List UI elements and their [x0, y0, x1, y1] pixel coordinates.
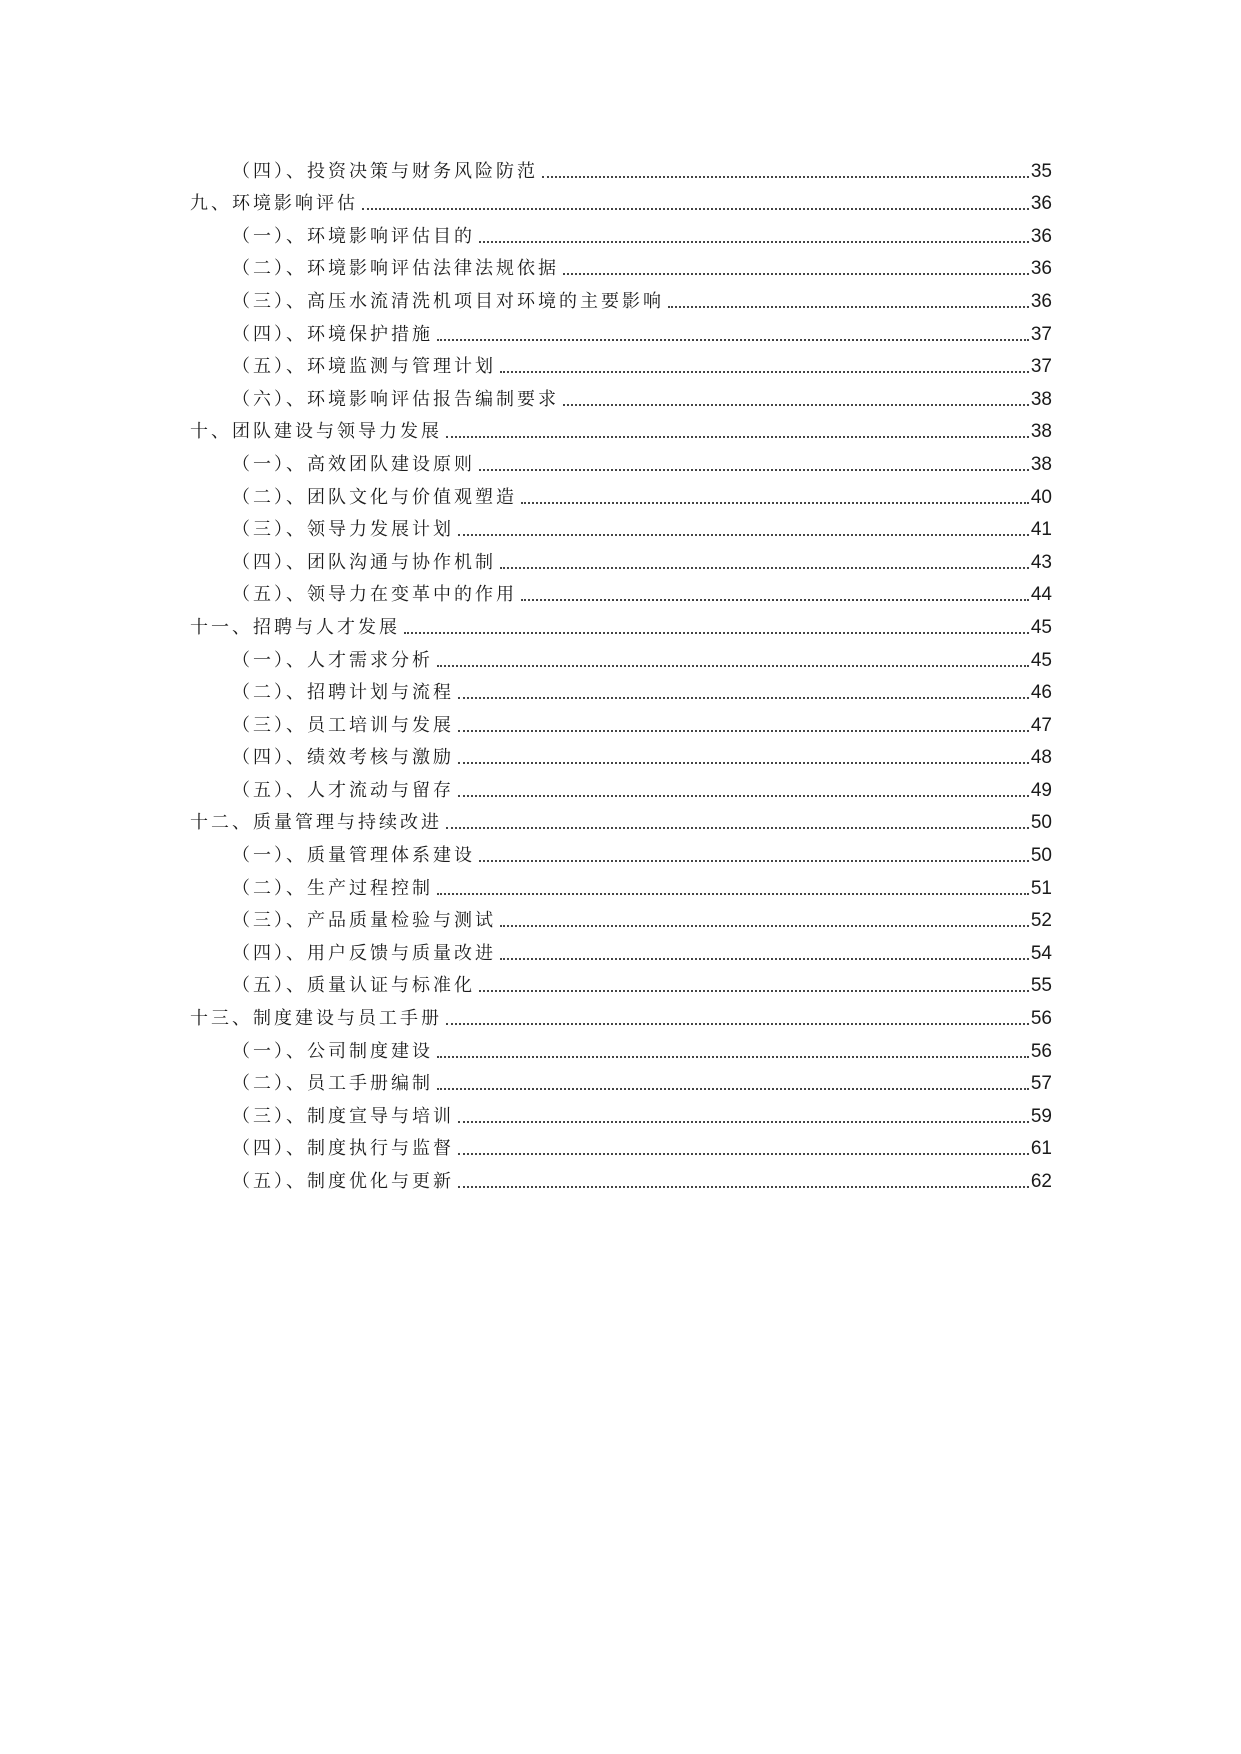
toc-entry-label: （一）、质量管理体系建设 — [232, 845, 475, 867]
toc-entry[interactable] — [0, 378, 1241, 411]
toc-dot-leader — [404, 632, 1029, 634]
toc-entry-label: （二）、员工手册编制 — [232, 1073, 433, 1095]
toc-chapter-entry[interactable] — [0, 183, 1241, 216]
toc-dot-leader — [437, 893, 1029, 895]
toc-chapter-entry[interactable] — [0, 606, 1241, 639]
toc-entry[interactable] — [0, 541, 1241, 574]
toc-entry-label: （五）、领导力在变革中的作用 — [232, 584, 517, 606]
toc-entry-label: 九、环境影响评估 — [190, 193, 358, 215]
toc-page-number: 45 — [1030, 616, 1052, 638]
toc-dot-leader — [563, 404, 1029, 406]
toc-entry-label: （三）、员工培训与发展 — [232, 714, 454, 736]
toc-page-number: 56 — [1030, 1040, 1052, 1062]
toc-dot-leader — [458, 730, 1029, 732]
toc-entry[interactable] — [0, 932, 1241, 965]
toc-dot-leader — [563, 273, 1029, 275]
toc-entry-label: （二）、环境影响评估法律法规依据 — [232, 258, 559, 280]
toc-entry-label: （一）、高效团队建设原则 — [232, 453, 475, 475]
toc-entry-label: 十三、制度建设与员工手册 — [190, 1008, 442, 1030]
toc-entry[interactable] — [0, 509, 1241, 542]
toc-entry[interactable] — [0, 150, 1241, 183]
toc-page-number: 38 — [1030, 388, 1052, 410]
toc-dot-leader — [479, 990, 1029, 992]
toc-page-number: 50 — [1030, 845, 1052, 867]
toc-page-number: 44 — [1030, 584, 1052, 606]
toc-page-number: 57 — [1030, 1073, 1052, 1095]
toc-dot-leader — [479, 860, 1029, 862]
toc-entry[interactable] — [0, 313, 1241, 346]
toc-dot-leader — [437, 1088, 1029, 1090]
toc-entry-label: （五）、环境监测与管理计划 — [232, 356, 496, 378]
toc-page-number: 51 — [1030, 877, 1052, 899]
toc-page-number: 50 — [1030, 812, 1052, 834]
toc-page-number: 35 — [1030, 160, 1052, 182]
toc-dot-leader — [479, 241, 1029, 243]
toc-entry[interactable] — [0, 704, 1241, 737]
toc-page-number: 45 — [1030, 649, 1052, 671]
toc-page-number: 36 — [1030, 225, 1052, 247]
toc-dot-leader — [458, 1153, 1029, 1155]
toc-entry-label: （二）、招聘计划与流程 — [232, 682, 454, 704]
toc-entry[interactable] — [0, 215, 1241, 248]
toc-entry[interactable] — [0, 1160, 1241, 1193]
toc-entry[interactable] — [0, 639, 1241, 672]
toc-page-number: 36 — [1030, 258, 1052, 280]
toc-entry-label: 十二、质量管理与持续改进 — [190, 812, 442, 834]
toc-page-number: 52 — [1030, 910, 1052, 932]
toc-entry[interactable] — [0, 769, 1241, 802]
table-of-contents — [0, 150, 1241, 1193]
toc-page-number: 43 — [1030, 551, 1052, 573]
toc-entry-label: （五）、质量认证与标准化 — [232, 975, 475, 997]
toc-entry-label: 十、团队建设与领导力发展 — [190, 421, 442, 443]
toc-dot-leader — [458, 1121, 1029, 1123]
toc-dot-leader — [446, 1023, 1029, 1025]
toc-dot-leader — [458, 697, 1029, 699]
toc-entry-label: （四）、环境保护措施 — [232, 323, 433, 345]
toc-dot-leader — [437, 1056, 1029, 1058]
toc-dot-leader — [668, 306, 1029, 308]
toc-page-number: 55 — [1030, 975, 1052, 997]
toc-dot-leader — [500, 958, 1029, 960]
toc-dot-leader — [437, 339, 1029, 341]
toc-entry[interactable] — [0, 280, 1241, 313]
toc-page-number: 49 — [1030, 779, 1052, 801]
toc-page-number: 38 — [1030, 421, 1052, 443]
toc-page-number: 46 — [1030, 682, 1052, 704]
toc-entry-label: （一）、环境影响评估目的 — [232, 225, 475, 247]
toc-entry-label: （四）、投资决策与财务风险防范 — [232, 160, 538, 182]
toc-page-number: 37 — [1030, 323, 1052, 345]
toc-chapter-entry[interactable] — [0, 802, 1241, 835]
toc-entry[interactable] — [0, 900, 1241, 933]
toc-dot-leader — [542, 176, 1029, 178]
toc-page-number: 61 — [1030, 1138, 1052, 1160]
toc-entry-label: （二）、团队文化与价值观塑造 — [232, 486, 517, 508]
toc-entry[interactable] — [0, 443, 1241, 476]
toc-entry[interactable] — [0, 1095, 1241, 1128]
toc-entry-label: （一）、公司制度建设 — [232, 1040, 433, 1062]
toc-entry[interactable] — [0, 1063, 1241, 1096]
toc-dot-leader — [521, 502, 1029, 504]
toc-dot-leader — [500, 925, 1029, 927]
toc-entry[interactable] — [0, 248, 1241, 281]
toc-dot-leader — [437, 665, 1029, 667]
toc-dot-leader — [458, 1186, 1029, 1188]
toc-chapter-entry[interactable] — [0, 411, 1241, 444]
toc-entry-label: （四）、绩效考核与激励 — [232, 747, 454, 769]
toc-entry-label: （三）、领导力发展计划 — [232, 519, 454, 541]
toc-dot-leader — [446, 827, 1029, 829]
toc-dot-leader — [521, 599, 1029, 601]
toc-entry[interactable] — [0, 1030, 1241, 1063]
toc-page-number: 41 — [1030, 519, 1052, 541]
toc-chapter-entry[interactable] — [0, 997, 1241, 1030]
toc-entry[interactable] — [0, 476, 1241, 509]
toc-entry-label: （五）、人才流动与留存 — [232, 779, 454, 801]
toc-entry[interactable] — [0, 834, 1241, 867]
toc-entry[interactable] — [0, 574, 1241, 607]
toc-page-number: 40 — [1030, 486, 1052, 508]
toc-dot-leader — [446, 436, 1029, 438]
toc-entry[interactable] — [0, 737, 1241, 770]
toc-entry-label: （三）、产品质量检验与测试 — [232, 910, 496, 932]
toc-page-number: 47 — [1030, 714, 1052, 736]
toc-dot-leader — [458, 795, 1029, 797]
toc-entry-label: （二）、生产过程控制 — [232, 877, 433, 899]
toc-page-number: 59 — [1030, 1105, 1052, 1127]
toc-dot-leader — [458, 534, 1029, 536]
toc-entry-label: （三）、高压水流清洗机项目对环境的主要影响 — [232, 290, 664, 312]
toc-entry[interactable] — [0, 672, 1241, 705]
toc-dot-leader — [479, 469, 1029, 471]
toc-dot-leader — [458, 762, 1029, 764]
toc-page-number: 54 — [1030, 942, 1052, 964]
toc-page-number: 38 — [1030, 453, 1052, 475]
toc-dot-leader — [362, 208, 1029, 210]
toc-page-number: 48 — [1030, 747, 1052, 769]
toc-entry-label: （五）、制度优化与更新 — [232, 1171, 454, 1192]
toc-page-number: 36 — [1030, 290, 1052, 312]
toc-page-number: 37 — [1030, 356, 1052, 378]
toc-page-number: 36 — [1030, 193, 1052, 215]
toc-entry-label: （四）、团队沟通与协作机制 — [232, 551, 496, 573]
toc-entry[interactable] — [0, 867, 1241, 900]
toc-entry-label: （六）、环境影响评估报告编制要求 — [232, 388, 559, 410]
toc-dot-leader — [500, 567, 1029, 569]
toc-entry-label: （四）、制度执行与监督 — [232, 1138, 454, 1160]
toc-entry-label: （一）、人才需求分析 — [232, 649, 433, 671]
toc-entry-label: （三）、制度宣导与培训 — [232, 1105, 454, 1127]
toc-page-number: 62 — [1030, 1171, 1052, 1192]
toc-dot-leader — [500, 371, 1029, 373]
toc-entry[interactable] — [0, 346, 1241, 379]
toc-page-number: 56 — [1030, 1008, 1052, 1030]
toc-entry[interactable] — [0, 965, 1241, 998]
toc-entry[interactable] — [0, 1128, 1241, 1161]
toc-entry-label: （四）、用户反馈与质量改进 — [232, 942, 496, 964]
toc-entry-label: 十一、招聘与人才发展 — [190, 616, 400, 638]
